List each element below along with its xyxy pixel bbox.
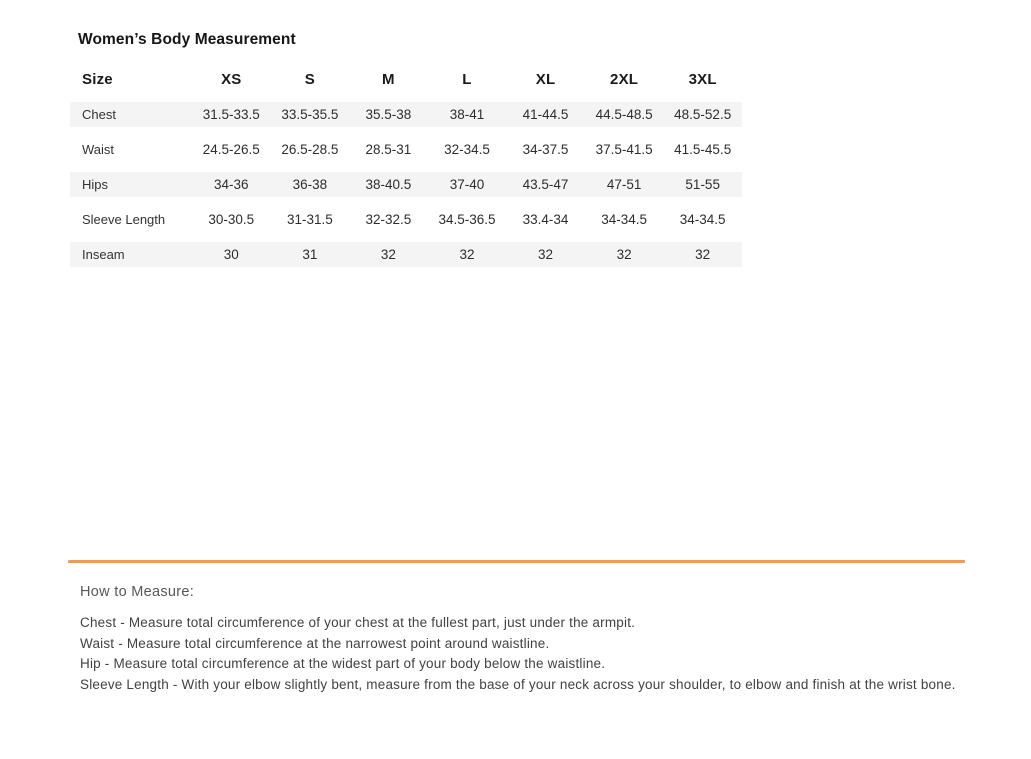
cell-sleeve-s: 31-31.5	[286, 212, 333, 227]
cell-waist-l: 32-34.5	[444, 142, 490, 157]
cell-waist-s: 26.5-28.5	[281, 142, 339, 157]
header-cell-2xl: 2XL	[610, 70, 639, 88]
cell-hips-xs: 34-36	[192, 172, 271, 197]
cell-hips-l: 37-40	[428, 172, 507, 197]
cell-chest-xs: 31.5-33.5	[192, 102, 271, 127]
cell-inseam-m: 32	[349, 242, 428, 267]
cell-sleeve-3xl: 34-34.5	[679, 212, 726, 227]
cell-sleeve-m: 32-32.5	[365, 212, 412, 227]
header-cell-m: M	[382, 70, 395, 88]
header-row	[70, 66, 742, 92]
header-cell-xs: XS	[221, 70, 242, 88]
header-cell-s: S	[304, 70, 315, 88]
header-cell-3xl: 3XL	[688, 70, 717, 88]
row-label-chest: Chest	[70, 102, 192, 127]
cell-sleeve-l: 34.5-36.5	[438, 212, 496, 227]
row-label-inseam: Inseam	[70, 242, 192, 267]
size-chart-section	[70, 30, 742, 277]
measure-instruction-hip: Hip - Measure total circumference at the widest part of your body below the waistline.	[80, 656, 606, 671]
cell-waist-3xl: 41.5-45.5	[674, 142, 732, 157]
cell-inseam-l: 32	[428, 242, 507, 267]
cell-chest-m: 35.5-38	[349, 102, 428, 127]
table-row-chest	[70, 102, 742, 127]
measure-instruction-sleeve: Sleeve Length - With your elbow slightly bent, measure from the base of your neck across your shoulder, to elbow and finish at the wrist bone.	[80, 676, 956, 692]
how-to-measure-heading: How to Measure:	[80, 584, 195, 600]
cell-waist-xs: 24.5-26.5	[202, 142, 260, 157]
how-to-measure-section	[68, 560, 965, 695]
orange-divider	[68, 560, 965, 563]
cell-waist-m: 28.5-31	[365, 142, 412, 157]
table-row-waist	[70, 137, 742, 162]
cell-hips-xl: 43.5-47	[506, 172, 585, 197]
page-title: Women’s Body Measurement	[78, 31, 296, 48]
cell-hips-2xl: 47-51	[585, 172, 664, 197]
cell-chest-3xl: 48.5-52.5	[663, 102, 742, 127]
cell-inseam-s: 31	[271, 242, 350, 267]
cell-chest-s: 33.5-35.5	[271, 102, 350, 127]
cell-waist-xl: 34-37.5	[522, 142, 569, 157]
cell-chest-xl: 41-44.5	[506, 102, 585, 127]
header-cell-size: Size	[82, 70, 113, 88]
table-row-hips	[70, 172, 742, 197]
cell-sleeve-xs: 30-30.5	[208, 212, 255, 227]
measure-instruction-waist: Waist - Measure total circumference at the narrowest point around waistline.	[80, 635, 550, 651]
table-row-inseam	[70, 242, 742, 267]
cell-chest-2xl: 44.5-48.5	[585, 102, 664, 127]
cell-hips-3xl: 51-55	[663, 172, 742, 197]
cell-hips-m: 38-40.5	[349, 172, 428, 197]
cell-hips-s: 36-38	[271, 172, 350, 197]
header-cell-xl: XL	[535, 70, 556, 88]
size-table	[70, 56, 742, 277]
cell-inseam-xl: 32	[506, 242, 585, 267]
header-cell-l: L	[462, 70, 472, 88]
cell-chest-l: 38-41	[428, 102, 507, 127]
row-label-hips: Hips	[70, 172, 192, 197]
measure-instruction-list	[80, 613, 965, 695]
cell-inseam-3xl: 32	[663, 242, 742, 267]
cell-sleeve-xl: 33.4-34	[522, 212, 569, 227]
cell-inseam-xs: 30	[192, 242, 271, 267]
row-label-sleeve-length: Sleeve Length	[82, 212, 166, 227]
cell-inseam-2xl: 32	[585, 242, 664, 267]
cell-waist-2xl: 37.5-41.5	[595, 142, 653, 157]
table-row-sleeve-length	[70, 207, 742, 232]
measure-instruction-chest: Chest - Measure total circumference of your chest at the fullest part, just under the armpit.	[80, 615, 636, 630]
size-table-header	[70, 66, 742, 92]
row-label-waist: Waist	[82, 142, 115, 157]
cell-sleeve-2xl: 34-34.5	[601, 212, 647, 227]
